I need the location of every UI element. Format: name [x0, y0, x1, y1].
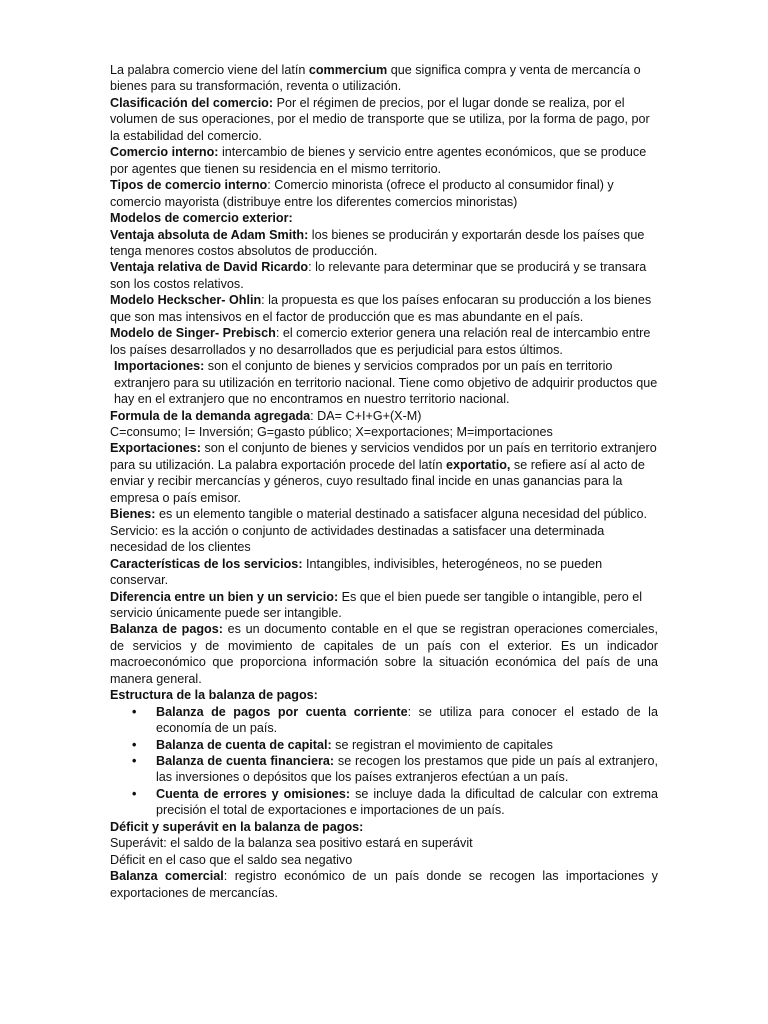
paragraph-origin	[110, 62, 658, 95]
text: : lo relevante para determinar que se producirá y se transara son los costos relativos.	[110, 260, 647, 291]
bullet-marker: •	[132, 704, 137, 719]
list-item	[110, 737, 658, 753]
heading-label: Ventaja absoluta de Adam Smith:	[110, 227, 309, 242]
paragraph-heckscher-ohlin	[110, 292, 658, 325]
text: Déficit en el caso que el saldo sea negativo	[110, 852, 353, 867]
paragraph-comercio-interno	[110, 144, 658, 177]
heading-label: Déficit y superávit en la balanza de pagos:	[110, 819, 364, 834]
paragraph-tipos	[110, 177, 658, 210]
text: Es que el bien puede ser tangible o intangible, pero el servicio únicamente puede ser intangible.	[110, 589, 643, 620]
item-label: Cuenta de errores y omisiones:	[156, 786, 351, 801]
heading-label: Exportaciones:	[110, 441, 201, 456]
heading-label: Modelo Heckscher- Ohlin	[110, 293, 262, 308]
paragraph-modelos-heading	[110, 210, 658, 226]
text: intercambio de bienes y servicio entre agentes económicos, que se produce por agentes que tienen su residencia en el mismo territorio.	[110, 145, 647, 176]
term-exportatio: exportatio,	[446, 457, 511, 472]
text: Por el régimen de precios, por el lugar donde se realiza, por el volumen de sus operaciones, por el medio de transporte que se utiliza, por la forma de pago, por la estabilidad del comercio.	[110, 95, 650, 143]
document-page	[110, 62, 658, 901]
heading-label: Modelos de comercio exterior:	[110, 211, 293, 226]
bullet-marker: •	[132, 737, 137, 752]
paragraph-servicio	[110, 523, 658, 556]
text: : la propuesta es que los países enfocaran su producción a los bienes que son mas intensivos en el factor de producción que es mas abundante en el país.	[110, 293, 652, 324]
term-commercium: commercium	[308, 63, 388, 77]
item-label: Balanza de pagos por cuenta corriente	[156, 704, 408, 719]
paragraph-deficit-heading	[110, 819, 658, 835]
paragraph-bienes	[110, 506, 658, 522]
paragraph-formula-legend	[110, 424, 658, 440]
heading-label: Tipos de comercio interno	[110, 178, 268, 193]
text: : registro económico de un país donde se recogen las importaciones y exportaciones de mercancías.	[110, 869, 658, 900]
bullet-marker: •	[132, 754, 137, 769]
heading-label: Diferencia entre un bien y un servicio:	[110, 589, 339, 604]
paragraph-importaciones	[110, 358, 658, 407]
item-text: se recogen los prestamos que pide un país al extranjero, las inversiones o depósitos que los países extranjeros efectúan a un país.	[156, 754, 658, 785]
bullet-marker: •	[132, 786, 137, 801]
heading-label: Importaciones:	[114, 359, 205, 374]
paragraph-singer-prebisch	[110, 325, 658, 358]
text: : DA= C+I+G+(X-M)	[310, 408, 422, 423]
heading-label: Balanza de pagos:	[110, 622, 223, 637]
text: Intangibles, indivisibles, heterogéneos, no se pueden conservar.	[110, 556, 603, 588]
item-text: se registran el movimiento de capitales	[331, 737, 553, 752]
heading-label: Formula de la demanda agregada	[110, 408, 311, 423]
text: se refiere así al acto de enviar y recibir mercancías y géneros, cuyo resultado final incide en unas ganancias para la empresa o país emisor.	[110, 457, 645, 505]
heading-label: Comercio interno:	[110, 145, 219, 160]
paragraph-clasificacion	[110, 95, 658, 144]
heading-label: Características de los servicios:	[110, 556, 303, 571]
paragraph-caracteristicas	[110, 556, 658, 589]
heading-label: Modelo de Singer- Prebisch	[110, 326, 276, 341]
heading-label: Bienes:	[110, 507, 156, 522]
list-item	[110, 753, 658, 786]
item-text: se incluye dada la dificultad de calcular con extrema precisión el total de exportaciones e importaciones de un país.	[156, 786, 658, 818]
paragraph-estructura-heading	[110, 687, 658, 703]
text: son el conjunto de bienes y servicios vendidos por un país en territorio extranjero para su utilización. La palabra exportación procede del latín	[110, 441, 657, 472]
text: que significa compra y venta de mercancía o bienes para su transformación, reventa o utilización.	[110, 63, 641, 94]
item-text: : se utiliza para conocer el estado de la economía de un país.	[156, 704, 658, 736]
text: C=consumo; I= Inversión; G=gasto público; X=exportaciones; M=importaciones	[110, 424, 553, 439]
text: : el comercio exterior genera una relación real de intercambio entre los países desarrollados y no desarrollados que es perjudicial para estos últimos.	[110, 326, 651, 357]
bullet-list	[110, 704, 658, 819]
paragraph-adam-smith	[110, 227, 658, 260]
paragraph-superavit	[110, 835, 658, 851]
heading-label: Clasificación del comercio:	[110, 95, 274, 110]
text: La palabra comercio viene del latín	[110, 63, 309, 77]
paragraph-balanza-comercial	[110, 868, 658, 901]
paragraph-formula	[110, 408, 658, 424]
text: Superávit: el saldo de la balanza sea positivo estará en superávit	[110, 836, 473, 851]
text: los bienes se producirán y exportarán desde los países que tenga menores costos absolutos de producción.	[110, 227, 645, 258]
list-item	[110, 704, 658, 737]
heading-label: Estructura de la balanza de pagos:	[110, 688, 318, 703]
text: : Comercio minorista (ofrece el producto al consumidor final) y comercio mayorista (distribuye entre los diferentes comercios minoristas)	[110, 178, 614, 209]
paragraph-diferencia	[110, 589, 658, 622]
list-item	[110, 786, 658, 819]
paragraph-david-ricardo	[110, 259, 658, 292]
text: Servicio: es la acción o conjunto de actividades destinadas a satisfacer una determinada necesidad de los clientes	[110, 523, 605, 555]
text: es un documento contable en el que se registran operaciones comerciales, de servicios y de movimiento de capitales de un país con el exterior. Es un indicador macroeconómico que proporciona información sobre la situación económica del país de una manera general.	[110, 622, 658, 686]
item-label: Balanza de cuenta financiera:	[156, 754, 335, 769]
heading-label: Ventaja relativa de David Ricardo	[110, 260, 309, 275]
item-label: Balanza de cuenta de capital:	[156, 737, 332, 752]
paragraph-balanza-pagos	[110, 621, 658, 687]
paragraph-exportaciones	[110, 440, 658, 506]
heading-label: Balanza comercial	[110, 869, 224, 884]
text: es un elemento tangible o material destinado a satisfacer alguna necesidad del público.	[155, 507, 647, 522]
text: son el conjunto de bienes y servicios comprados por un país en territorio extranjero para su utilización en territorio nacional. Tiene como objetivo de adquirir productos que hay en el extranjero que no encontramos en nuestro territorio nacional.	[114, 359, 658, 407]
paragraph-deficit	[110, 852, 658, 868]
